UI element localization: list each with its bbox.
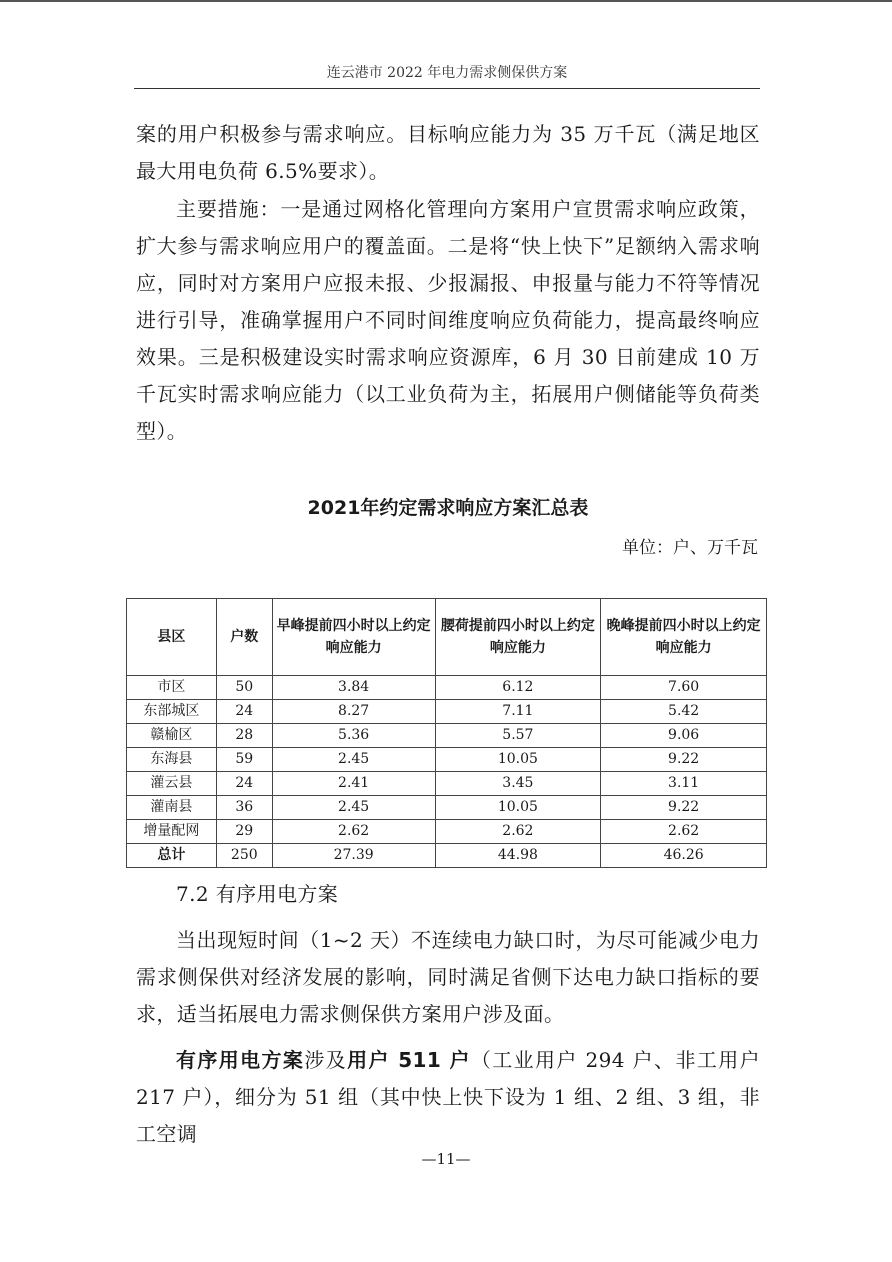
table-cell: 24 — [216, 772, 272, 796]
col-header-evening-peak: 晚峰提前四小时以上约定响应能力 — [601, 599, 767, 676]
table-cell: 24 — [216, 700, 272, 724]
col-header-morning-peak: 早峰提前四小时以上约定响应能力 — [272, 599, 435, 676]
table-cell: 5.36 — [272, 724, 435, 748]
table-cell: 5.57 — [435, 724, 601, 748]
table-cell: 9.22 — [601, 796, 767, 820]
col-header-midday-load: 腰荷提前四小时以上约定响应能力 — [435, 599, 601, 676]
table-cell: 10.05 — [435, 796, 601, 820]
table-cell: 36 — [216, 796, 272, 820]
table-cell: 27.39 — [272, 844, 435, 868]
table-row — [127, 796, 767, 820]
paragraph-text: 涉及 — [304, 1048, 348, 1072]
table-cell: 2.62 — [272, 820, 435, 844]
top-border-line — [0, 0, 892, 2]
table-cell: 3.84 — [272, 676, 435, 700]
col-header-households: 户数 — [216, 599, 272, 676]
table-cell: 市区 — [127, 676, 217, 700]
table-cell: 2.41 — [272, 772, 435, 796]
table-cell: 2.62 — [601, 820, 767, 844]
table-row — [127, 772, 767, 796]
table-row — [127, 700, 767, 724]
table-row — [127, 748, 767, 772]
section-heading: 7.2 有序用电方案 — [176, 882, 339, 906]
table-row — [127, 724, 767, 748]
paragraph-short-gap: 当出现短时间（1~2 天）不连续电力缺口时，为尽可能减少电力需求侧保供对经济发展的影响，同时满足省侧下达电力缺口指标的要求，适当拓展电力需求侧保供方案用户涉及面。 — [136, 928, 760, 1026]
table-cell: 5.42 — [601, 700, 767, 724]
table-cell: 7.60 — [601, 676, 767, 700]
table-title: 2021年约定需求响应方案汇总表 — [307, 497, 589, 519]
table-cell: 59 — [216, 748, 272, 772]
table-cell: 7.11 — [435, 700, 601, 724]
table-cell: 灌南县 — [127, 796, 217, 820]
table-cell: 2.45 — [272, 748, 435, 772]
table-cell: 增量配网 — [127, 820, 217, 844]
paragraph-measures: 主要措施：一是通过网格化管理向方案用户宣贯需求响应政策，扩大参与需求响应用户的覆盖面。二是将“快上快下”足额纳入需求响应，同时对方案用户应报未报、少报漏报、申报量与能力不符等情况进行引导，准确掌握用户不同时间维度响应负荷能力，提高最终响应效果。三是积极建设实时需求响应资源库，6 月 30 日前建成 10 万千瓦实时需求响应能力（以工业负荷为主，拓展用户侧储能等负荷类型）。 — [136, 197, 760, 443]
page-number: —11— — [421, 1150, 471, 1168]
table-cell: 6.12 — [435, 676, 601, 700]
table-cell: 29 — [216, 820, 272, 844]
table-cell: 10.05 — [435, 748, 601, 772]
table-cell: 250 — [216, 844, 272, 868]
table-cell: 9.06 — [601, 724, 767, 748]
bold-user-count: 用户 511 户 — [347, 1048, 471, 1072]
table-cell: 东海县 — [127, 748, 217, 772]
col-header-district: 县区 — [127, 599, 217, 676]
paragraph-text: （工业用户 294 户、非工用户 217 户），细分为 51 组（其中快上快下设为 1 组、2 组、3 组，非工空调 — [136, 1048, 760, 1146]
table-row — [127, 820, 767, 844]
table-header-row — [127, 599, 767, 676]
table-cell: 总计 — [127, 844, 217, 868]
table-cell: 44.98 — [435, 844, 601, 868]
summary-table — [126, 598, 767, 868]
table-cell: 2.62 — [435, 820, 601, 844]
table-row — [127, 676, 767, 700]
table-cell: 46.26 — [601, 844, 767, 868]
table-cell: 2.45 — [272, 796, 435, 820]
table-cell: 28 — [216, 724, 272, 748]
table-cell: 灌云县 — [127, 772, 217, 796]
table-cell: 8.27 — [272, 700, 435, 724]
table-cell: 3.11 — [601, 772, 767, 796]
table-unit: 单位：户、万千瓦 — [622, 538, 758, 558]
table-cell: 赣榆区 — [127, 724, 217, 748]
table-cell: 50 — [216, 676, 272, 700]
paragraph-orderly-plan — [136, 1042, 760, 1153]
paragraph-intro: 案的用户积极参与需求响应。目标响应能力为 35 万千瓦（满足地区最大用电负荷 6.5%要求）。 — [136, 122, 760, 183]
table-cell: 东部城区 — [127, 700, 217, 724]
table-cell: 3.45 — [435, 772, 601, 796]
table-cell: 9.22 — [601, 748, 767, 772]
bold-plan-term: 有序用电方案 — [176, 1048, 305, 1072]
table-total-row — [127, 844, 767, 868]
page-header: 连云港市 2022 年电力需求侧保供方案 — [134, 62, 760, 89]
